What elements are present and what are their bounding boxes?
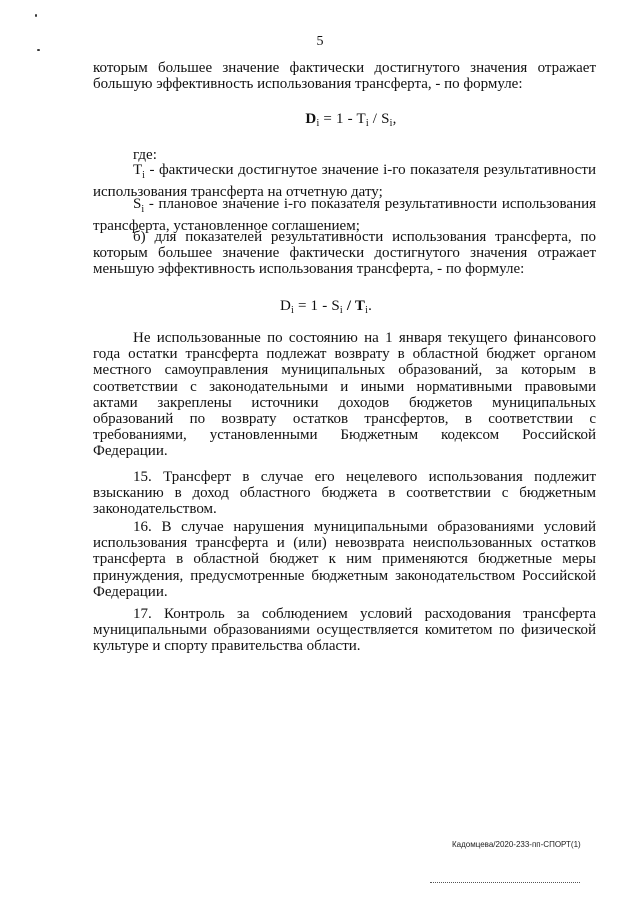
formula-middle: = 1 - T: [319, 111, 366, 127]
item-15: [93, 469, 596, 518]
text-line: 15. Трансферт в случае его нецелевого использования подлежит: [133, 469, 596, 485]
formula-end: .: [368, 298, 373, 314]
symbol: T: [133, 162, 143, 178]
text-line: которым большее значение фактически достигнутого значения отражает: [93, 60, 596, 76]
text-line: использования трансферта на отчетную дату;: [93, 184, 383, 201]
formula-end: ,: [392, 111, 397, 127]
text-line: - фактически достигнутое значение i-го показателя результативности: [144, 162, 596, 178]
text-line: актами закреплены источники доходов бюджетов муниципальных: [93, 394, 596, 411]
formula-middle: = 1 - S: [294, 298, 340, 314]
text-line: большую эффективность использования трансферта, - по формуле:: [93, 76, 523, 93]
text-line: местного самоуправления муниципальных образований, за которым в: [93, 362, 596, 379]
formula-middle: / T: [342, 298, 366, 314]
text-line: культуре и спорту правительства области.: [93, 638, 361, 655]
formula-lhs: D: [279, 298, 292, 314]
formula-lhs: D: [305, 111, 317, 127]
symbol: S: [133, 196, 142, 212]
paragraph-remaining: [93, 330, 596, 460]
text-line: законодательством.: [93, 501, 217, 518]
paragraph-b: [93, 229, 596, 278]
text-line: образований по возврату остатков трансфертов, в соответствии с: [93, 411, 596, 428]
text-line: Не использованные по состоянию на 1 января текущего финансового: [133, 330, 596, 346]
item-16: [93, 519, 596, 600]
text-line: Федерации.: [93, 583, 168, 600]
text-line: 16. В случае нарушения муниципальными образованиями условий: [133, 519, 596, 535]
formula-index: i: [291, 305, 294, 316]
formula-1: [0, 111, 640, 129]
text-line: требованиями, установленными Бюджетным кодексом Российской: [93, 427, 596, 444]
text-line: соответствии с законодательными и иными нормативными правовыми: [93, 378, 596, 395]
formula-2: [0, 298, 640, 316]
text-line: трансферта в областной бюджет к ним применяются бюджетные меры: [93, 551, 596, 568]
text-line: Федерации.: [93, 443, 168, 460]
text-line: взысканию в доход областного бюджета в соответствии с бюджетным: [93, 485, 596, 502]
item-17: [93, 606, 596, 655]
formula-index: i: [339, 305, 343, 316]
text-line: года остатки трансферта подлежат возврату в областной бюджет органом: [93, 346, 596, 363]
where-label: где:: [133, 147, 157, 163]
text-line: 17. Контроль за соблюдением условий расходования трансферта: [133, 606, 596, 622]
scan-speck: [35, 14, 37, 17]
formula-index: i: [389, 118, 393, 129]
text-line: которым большее значение фактически достигнутого значения отражает: [93, 245, 596, 262]
symbol-index: i: [141, 204, 145, 215]
text-line: использования трансферта и (или) невозврата неиспользованных остатков: [93, 535, 596, 552]
footer-rule: [430, 882, 580, 883]
definition-t: [93, 162, 596, 200]
text-line: муниципальными образованиями осуществляется комитетом по физической: [93, 622, 596, 639]
text-line: принуждения, предусмотренные бюджетным законодательством Российской: [93, 567, 596, 584]
text-line: меньшую эффективность использования трансферта, - по формуле:: [93, 261, 525, 278]
formula-middle: / S: [368, 111, 390, 127]
text-line: - плановое значение i-го показателя результативности использования: [144, 196, 596, 212]
text-line: трансферта, установленное соглашением;: [93, 218, 360, 235]
document-code: Кадомцева/2020-233-пп-СПОРТ(1): [452, 840, 581, 849]
formula-index: i: [316, 118, 320, 129]
formula-index: i: [365, 305, 369, 316]
symbol-index: i: [142, 170, 145, 181]
page-number: 5: [316, 34, 324, 49]
formula-index: i: [365, 118, 369, 129]
paragraph-1: [93, 60, 596, 92]
where-label-block: [133, 147, 333, 163]
text-line: б) для показателей результативности использования трансферта, по: [133, 229, 596, 245]
